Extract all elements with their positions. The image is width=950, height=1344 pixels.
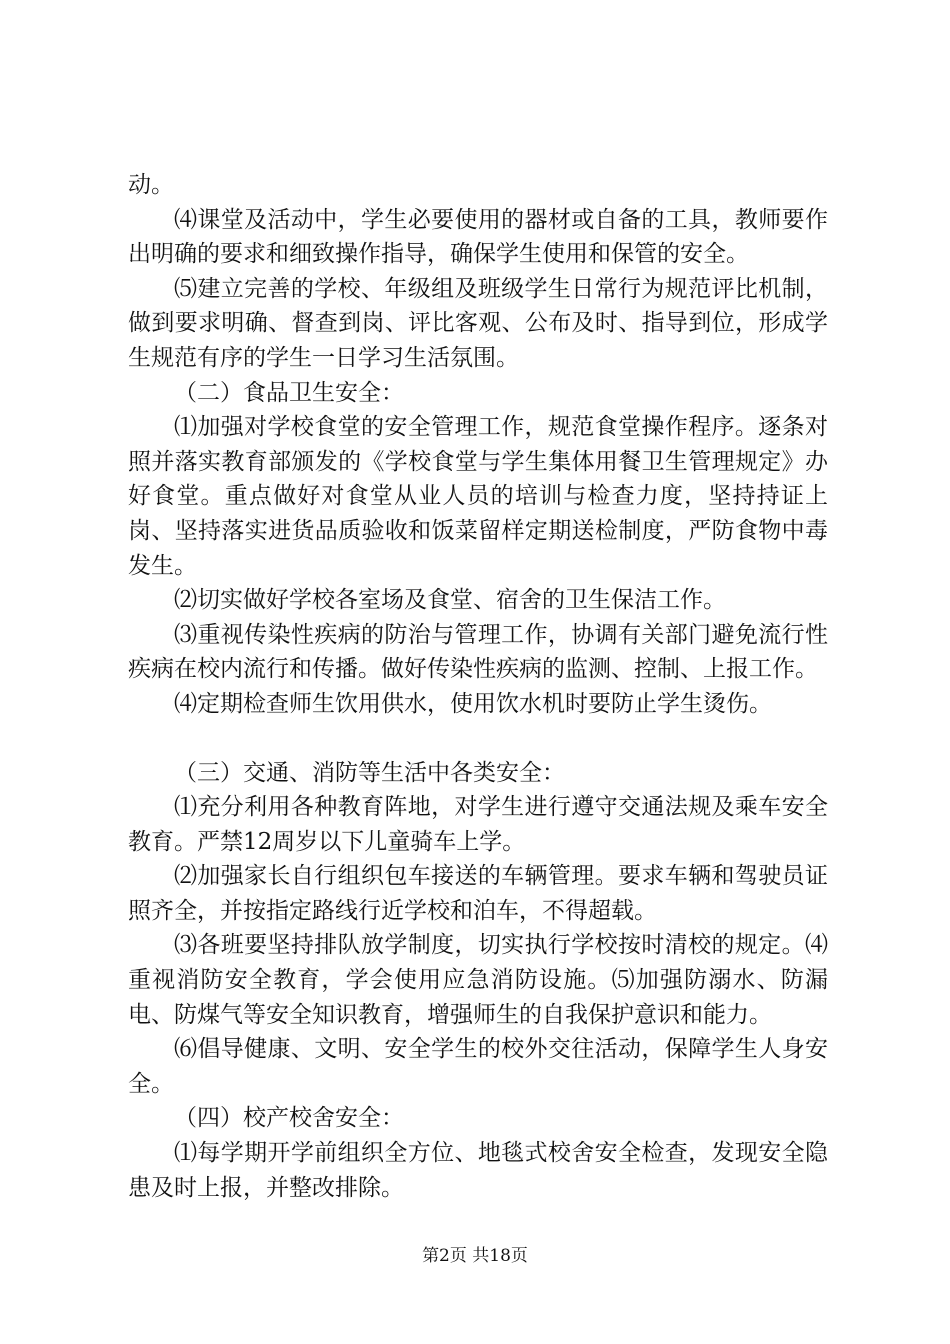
paragraph-food-1: ⑴加强对学校食堂的安全管理工作，规范食堂操作程序。逐条对照并落实教育部颁发的《学校食堂与学生集体用餐卫生管理规定》办好食堂。重点做好对食堂从业人员的培训与检查力度，坚持持证上岗、坚持落实进货品质验收和饭菜留样定期送检制度，严防食物中毒发生。 [128,414,828,579]
paragraph-item-4: ⑷课堂及活动中，学生必要使用的器材或自备的工具，教师要作出明确的要求和细致操作指导，确保学生使用和保管的安全。 [128,206,828,268]
page-number-footer: 第2页 共18页 [422,1246,528,1266]
paragraph-traffic-3: ⑶各班要坚持排队放学制度，切实执行学校按时清校的规定。⑷重视消防安全教育，学会使用应急消防设施。⑸加强防溺水、防漏电、防煤气等安全知识教育，增强师生的自我保护意识和能力。 [128,932,828,1028]
paragraph-food-3: ⑶重视传染性疾病的防治与管理工作，协调有关部门避免流行性疾病在校内流行和传播。做好传染性疾病的监测、控制、上报工作。 [128,621,828,683]
document-body [128,168,828,1205]
paragraph-traffic-2: ⑵加强家长自行组织包车接送的车辆管理。要求车辆和驾驶员证照齐全，并按指定路线行近学校和泊车，不得超载。 [128,863,828,924]
paragraph-property-1: ⑴每学期开学前组织全方位、地毯式校舍安全检查，发现安全隐患及时上报，并整改排除。 [128,1140,828,1201]
paragraph-gap [128,722,828,756]
paragraph-food-4: ⑷定期检查师生饮用供水，使用饮水机时要防止学生烫伤。 [174,690,772,717]
paragraph-continuation: 动。 [128,172,174,198]
paragraph-food-2: ⑵切实做好学校各室场及食堂、宿舍的卫生保洁工作。 [174,587,726,614]
paragraph-item-5: ⑸建立完善的学校、年级组及班级学生日常行为规范评比机制，做到要求明确、督查到岗、评比客观、公布及时、指导到位，形成学生规范有序的学生一日学习生活氛围。 [128,275,828,371]
section-heading-traffic-fire: （三）交通、消防等生活中各类安全： [174,759,565,786]
paragraph-traffic-6: ⑹倡导健康、文明、安全学生的校外交往活动，保障学生人身安全。 [128,1036,828,1097]
section-heading-food-safety: （二）食品卫生安全： [174,379,404,406]
paragraph-traffic-1: ⑴充分利用各种教育阵地，对学生进行遵守交通法规及乘车安全教育。严禁12周岁以下儿童骑车上学。 [128,794,828,855]
section-heading-property: （四）校产校舍安全： [174,1105,404,1132]
